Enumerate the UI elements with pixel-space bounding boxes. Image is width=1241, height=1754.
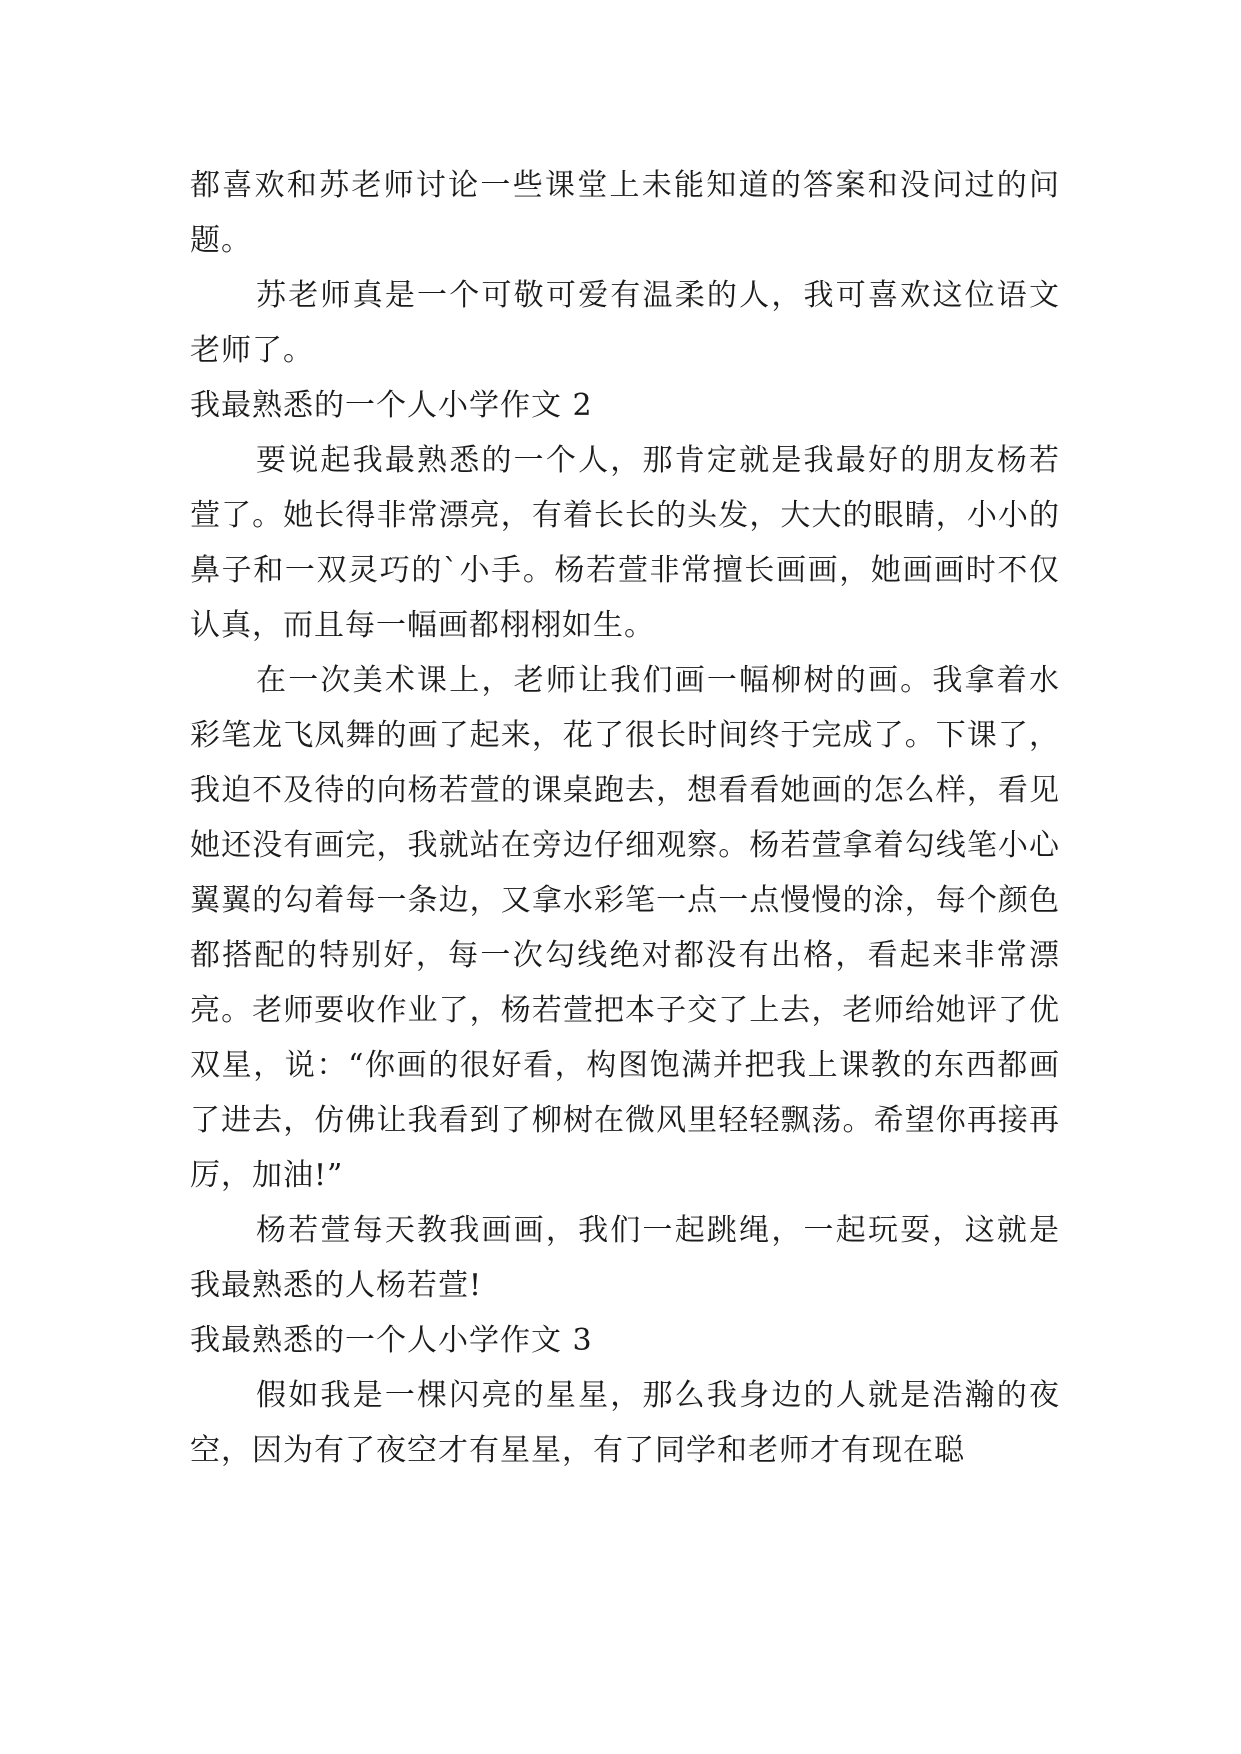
section-heading: 我最熟悉的一个人小学作文 2 bbox=[190, 388, 593, 423]
paragraph: 杨若萱每天教我画画，我们一起跳绳，一起玩耍，这就是我最熟悉的人杨若萱! bbox=[190, 1213, 1060, 1303]
paragraph: 在一次美术课上，老师让我们画一幅柳树的画。我拿着水彩笔龙飞凤舞的画了起来，花了很长时间终于完成了。下课了，我迫不及待的向杨若萱的课桌跑去，想看看她画的怎么样，看见她还没有画完，我就站在旁边仔细观察。杨若萱拿着勾线笔小心翼翼的勾着每一条边，又拿水彩笔一点一点慢慢的涂，每个颜色都搭配的特别好，每一次勾线绝对都没有出格，看起来非常漂亮。老师要收作业了，杨若萱把本子交了上去，老师给她评了优双星，说：“你画的很好看，构图饱满并把我上课教的东西都画了进去，仿佛让我看到了柳树在微风里轻轻飘荡。希望你再接再厉，加油!” bbox=[190, 663, 1060, 1193]
paragraph: 假如我是一棵闪亮的星星，那么我身边的人就是浩瀚的夜空，因为有了夜空才有星星，有了同学和老师才有现在聪 bbox=[190, 1378, 1060, 1468]
paragraph: 要说起我最熟悉的一个人，那肯定就是我最好的朋友杨若萱了。她长得非常漂亮，有着长长的头发，大大的眼睛，小小的鼻子和一双灵巧的`小手。杨若萱非常擅长画画，她画画时不仅认真，而且每一幅画都栩栩如生。 bbox=[190, 443, 1060, 643]
paragraph-continuation: 都喜欢和苏老师讨论一些课堂上未能知道的答案和没问过的问题。 bbox=[190, 168, 1060, 258]
section-heading: 我最熟悉的一个人小学作文 3 bbox=[190, 1323, 593, 1358]
paragraph: 苏老师真是一个可敬可爱有温柔的人，我可喜欢这位语文老师了。 bbox=[190, 278, 1060, 368]
document-body bbox=[190, 158, 1060, 1478]
